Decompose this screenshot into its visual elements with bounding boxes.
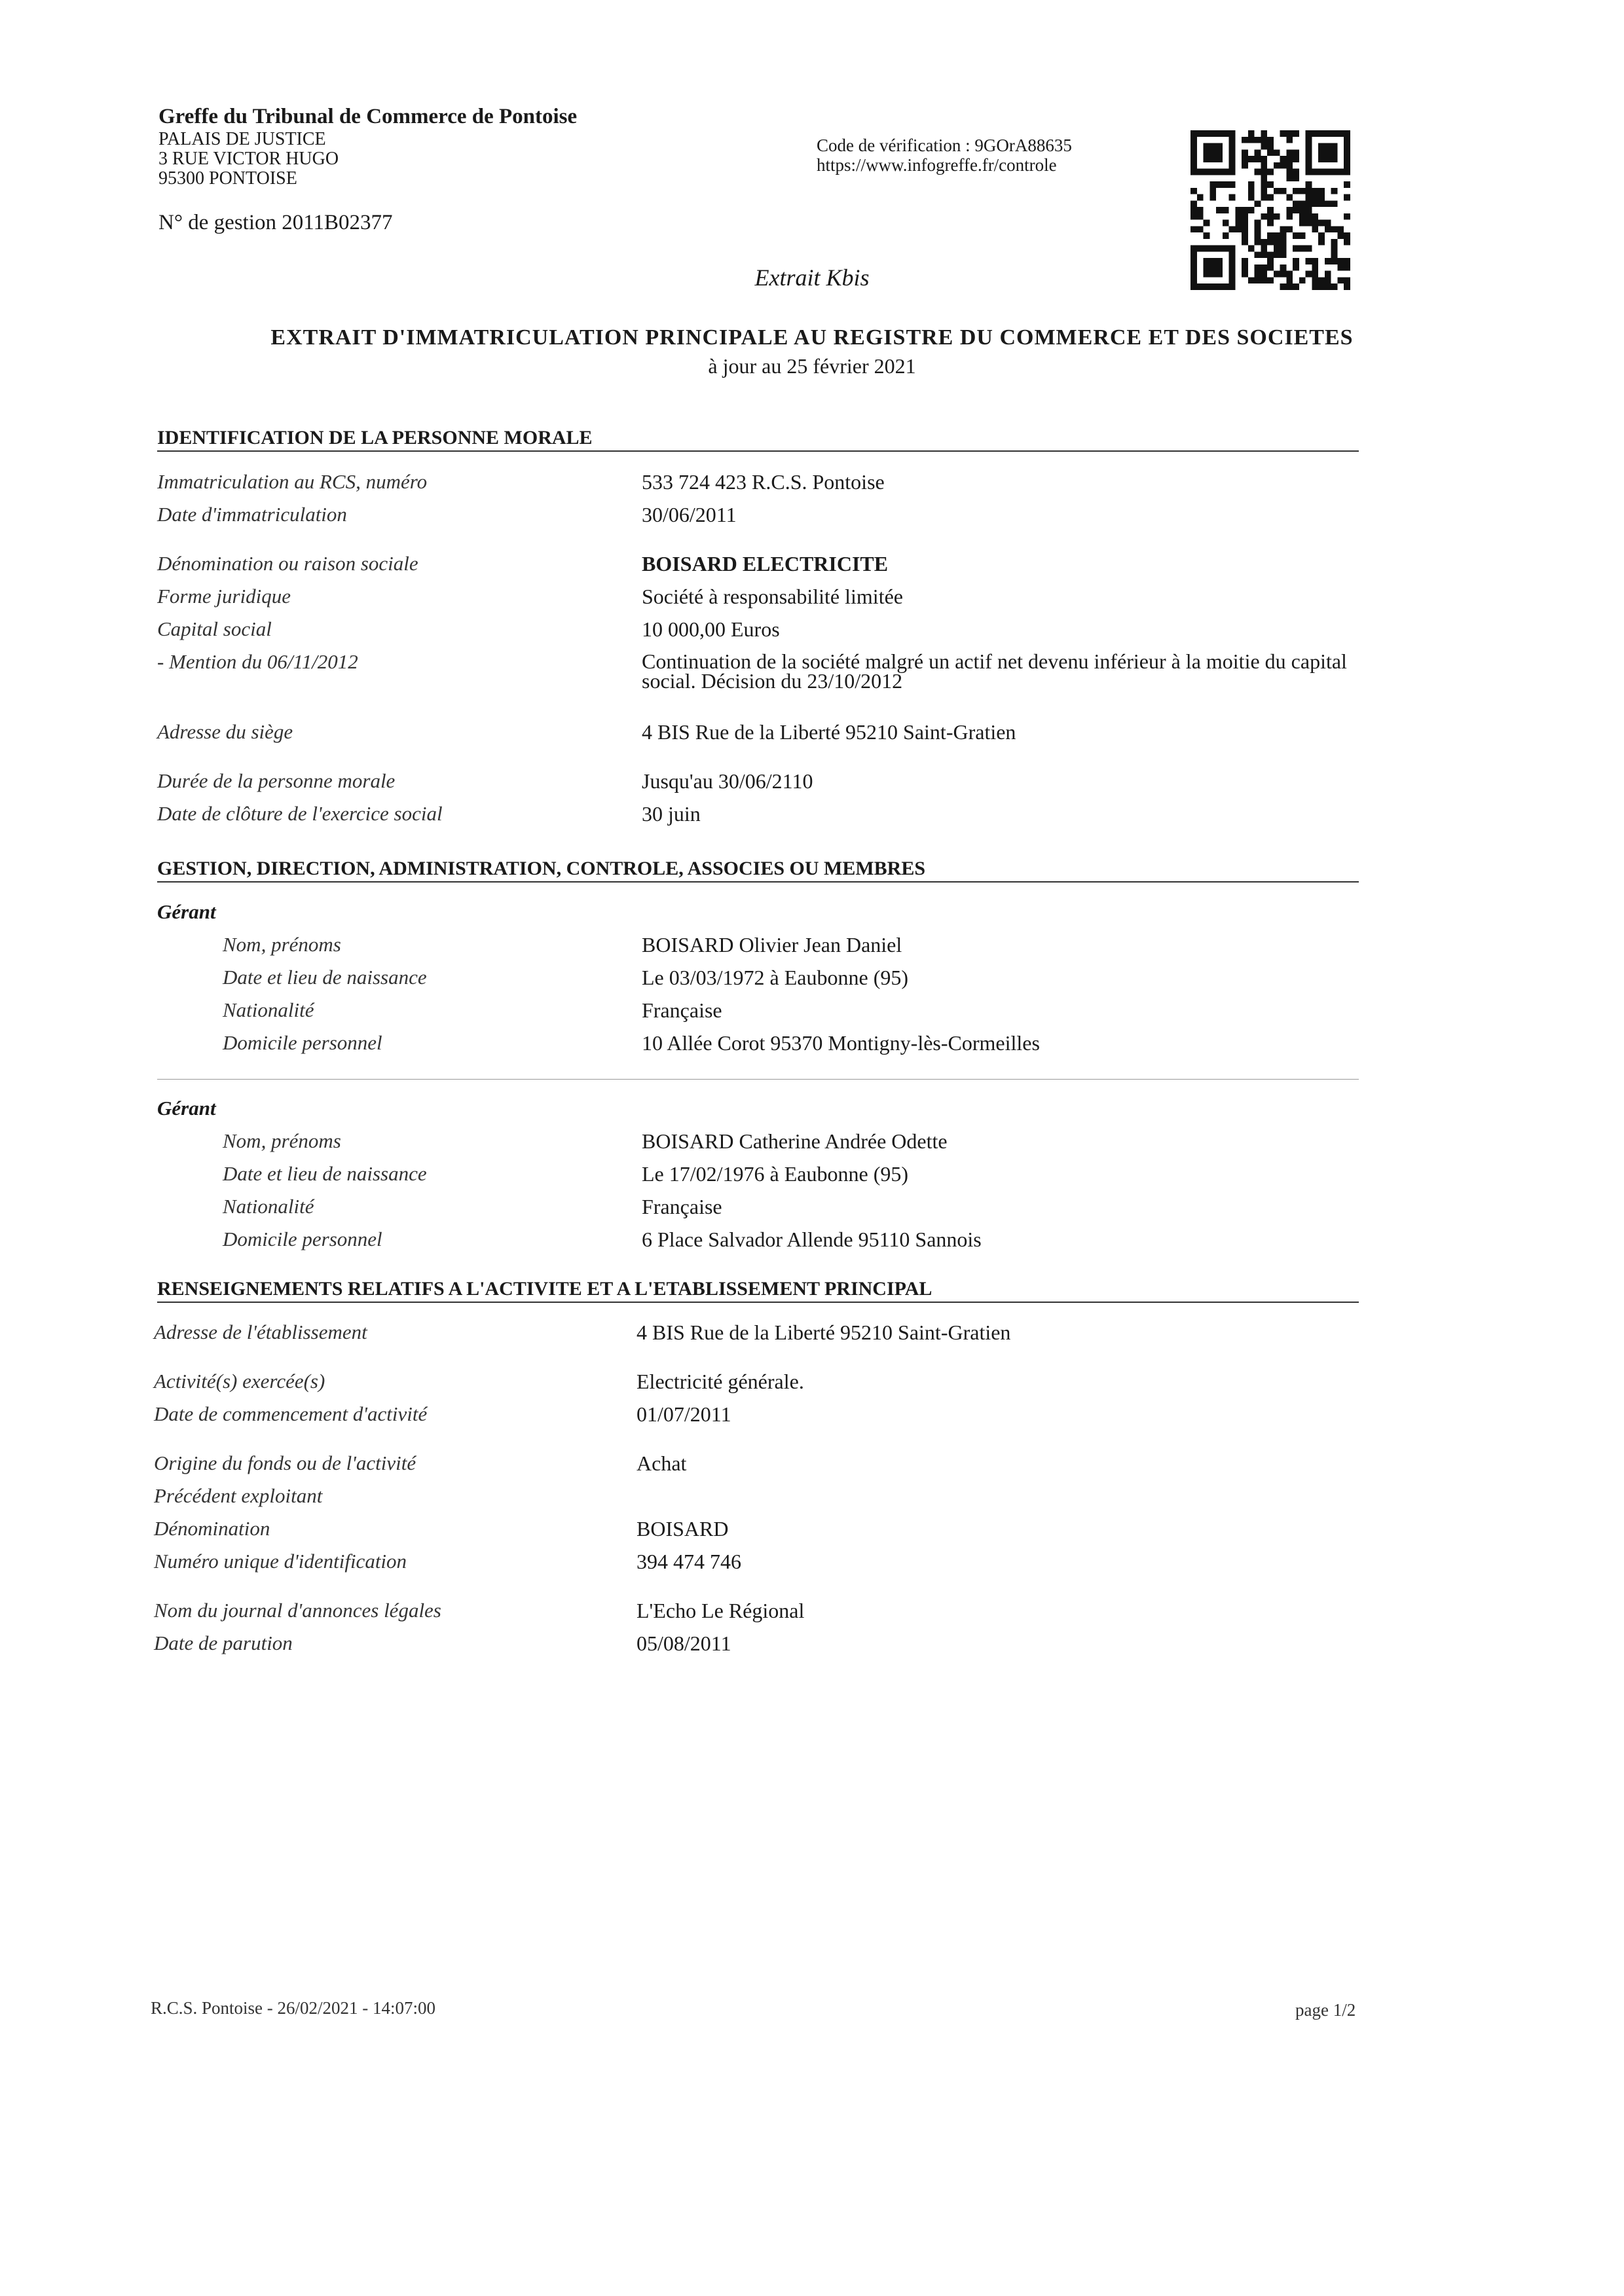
footer-page-number: page 1/2 [1295, 2000, 1356, 2020]
field-row [0, 1402, 1624, 1429]
section-heading-activite: RENSEIGNEMENTS RELATIFS A L'ACTIVITE ET A L'ETABLISSEMENT PRINCIPAL [157, 1278, 1359, 1303]
field-value: 30 juin [642, 802, 701, 826]
field-row [0, 1631, 1624, 1658]
field-row [0, 720, 1624, 746]
field-label: Dénomination [154, 1517, 270, 1540]
field-value: 10 000,00 Euros [642, 617, 780, 641]
field-value: Continuation de la société malgré un actif net devenu inférieur à la moitie du capital social. Décision du 23/10/2012 [642, 649, 1347, 693]
field-label: Date de commencement d'activité [154, 1402, 428, 1425]
field-row [0, 1228, 1624, 1254]
field-row [0, 769, 1624, 795]
field-label: Date et lieu de naissance [223, 966, 427, 989]
field-label: Adresse du siège [157, 720, 293, 743]
field-value: Le 03/03/1972 à Eaubonne (95) [642, 966, 908, 989]
field-label: Date d'immatriculation [157, 503, 347, 526]
field-label: Nom, prénoms [223, 933, 341, 956]
kbis-title: Extrait Kbis [754, 264, 870, 291]
field-label: Date et lieu de naissance [223, 1162, 427, 1185]
field-row [0, 1370, 1624, 1396]
gerant-title: Gérant [157, 900, 216, 923]
divider [157, 1079, 1359, 1080]
field-label: Adresse de l'établissement [154, 1321, 367, 1343]
field-label: - Mention du 06/11/2012 [157, 650, 358, 673]
greffe-address-line-3: 95300 PONTOISE [158, 168, 297, 189]
field-label: Précédent exploitant [154, 1484, 323, 1507]
field-row [0, 470, 1624, 496]
field-row [0, 1195, 1624, 1221]
field-label: Activité(s) exercée(s) [154, 1370, 325, 1393]
field-row [0, 650, 1624, 696]
field-row [0, 1484, 1624, 1510]
greffe-address-line-2: 3 RUE VICTOR HUGO [158, 149, 339, 169]
field-row [0, 802, 1624, 828]
field-label: Domicile personnel [223, 1031, 382, 1054]
field-label: Nom du journal d'annonces légales [154, 1599, 441, 1622]
field-value: BOISARD Catherine Andrée Odette [642, 1129, 948, 1153]
field-value: 05/08/2011 [637, 1631, 731, 1655]
field-row [0, 1517, 1624, 1543]
field-label: Nom, prénoms [223, 1129, 341, 1152]
field-row [0, 1550, 1624, 1576]
field-row [0, 552, 1624, 578]
field-label: Durée de la personne morale [157, 769, 396, 792]
greffe-address-line-1: PALAIS DE JUSTICE [158, 129, 326, 149]
field-value: 01/07/2011 [637, 1402, 731, 1426]
main-title: EXTRAIT D'IMMATRICULATION PRINCIPALE AU REGISTRE DU COMMERCE ET DES SOCIETES [270, 325, 1354, 350]
field-value: BOISARD [637, 1517, 729, 1540]
field-row [0, 1451, 1624, 1478]
greffe-name: Greffe du Tribunal de Commerce de Pontoise [158, 105, 578, 128]
field-value: 6 Place Salvador Allende 95110 Sannois [642, 1228, 982, 1251]
field-label: Immatriculation au RCS, numéro [157, 470, 428, 493]
gerant-title: Gérant [157, 1097, 216, 1120]
field-row [0, 617, 1624, 644]
field-label: Dénomination ou raison sociale [157, 552, 418, 575]
field-value: 394 474 746 [637, 1550, 741, 1573]
field-row [0, 1321, 1624, 1347]
field-value: 533 724 423 R.C.S. Pontoise [642, 470, 885, 494]
field-value: L'Echo Le Régional [637, 1599, 805, 1622]
section-heading-gestion: GESTION, DIRECTION, ADMINISTRATION, CONTROLE, ASSOCIES OU MEMBRES [157, 858, 1359, 883]
field-value: 30/06/2011 [642, 503, 737, 526]
field-label: Forme juridique [157, 585, 291, 608]
company-name: BOISARD ELECTRICITE [642, 552, 889, 575]
field-value: 10 Allée Corot 95370 Montigny-lès-Cormeilles [642, 1031, 1040, 1055]
field-label: Date de parution [154, 1631, 293, 1654]
field-label: Nationalité [223, 1195, 314, 1218]
field-label: Origine du fonds ou de l'activité [154, 1451, 416, 1474]
field-row [0, 933, 1624, 959]
field-value: Electricité générale. [637, 1370, 804, 1393]
field-value: Jusqu'au 30/06/2110 [642, 769, 813, 793]
field-row [0, 1599, 1624, 1625]
field-value: 4 BIS Rue de la Liberté 95210 Saint-Gratien [637, 1321, 1011, 1344]
verification-code: Code de vérification : 9GOrA88635 [817, 136, 1072, 155]
field-value: 4 BIS Rue de la Liberté 95210 Saint-Gratien [642, 720, 1016, 744]
section-heading-identification: IDENTIFICATION DE LA PERSONNE MORALE [157, 427, 1359, 452]
field-value: Le 17/02/1976 à Eaubonne (95) [642, 1162, 908, 1186]
field-label: Nationalité [223, 998, 314, 1021]
field-row [0, 585, 1624, 611]
field-row [0, 1162, 1624, 1188]
field-value: Française [642, 998, 722, 1022]
gestion-number: N° de gestion 2011B02377 [158, 211, 393, 234]
field-row [0, 1129, 1624, 1156]
field-value: Société à responsabilité limitée [642, 585, 903, 608]
field-row [0, 966, 1624, 992]
field-value: Française [642, 1195, 722, 1218]
field-row [0, 1031, 1624, 1057]
field-label: Domicile personnel [223, 1228, 382, 1250]
main-subtitle: à jour au 25 février 2021 [708, 354, 916, 378]
footer-rcs-timestamp: R.C.S. Pontoise - 26/02/2021 - 14:07:00 [151, 1998, 436, 2018]
field-label: Numéro unique d'identification [154, 1550, 407, 1573]
field-row [0, 503, 1624, 529]
field-value: BOISARD Olivier Jean Daniel [642, 933, 902, 957]
field-label: Date de clôture de l'exercice social [157, 802, 443, 825]
field-row [0, 998, 1624, 1025]
field-value: Achat [637, 1451, 687, 1475]
field-label: Capital social [157, 617, 272, 640]
verification-url[interactable]: https://www.infogreffe.fr/controle [817, 155, 1057, 175]
